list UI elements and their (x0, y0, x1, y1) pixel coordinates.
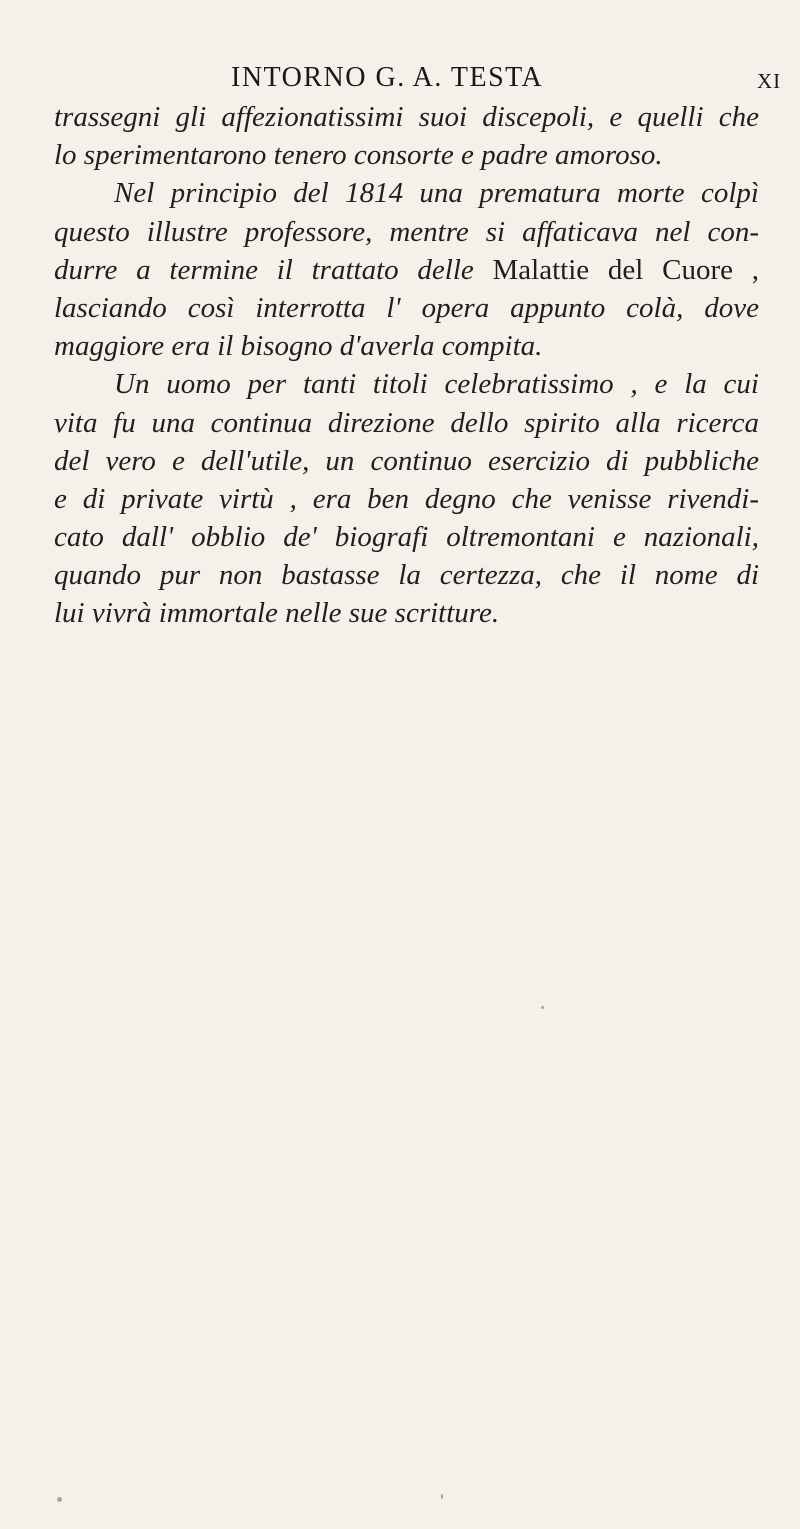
running-title: INTORNO G. A. TESTA (231, 62, 544, 93)
text-line: quando pur non bastasse la certezza, che il nome di (54, 559, 759, 592)
text-line: Un uomo per tanti titoli celebratissimo , e la cui (114, 368, 759, 401)
text-line: vita fu una continua direzione dello spirito alla ricerca (54, 406, 759, 439)
text-line: maggiore era il bisogno d'averla compita. (54, 330, 543, 363)
text-line: trassegni gli affezionatissimi suoi discepoli, e quelli che (54, 101, 759, 133)
paper-speck (541, 1006, 544, 1009)
running-head (0, 62, 800, 102)
text-line: lasciando così interrotta l' opera appunto colà, dove (54, 291, 759, 324)
text-line: cato dall' obblio de' biografi oltremontani e nazionali, (54, 521, 759, 554)
text-line: del vero e dell'utile, un continuo esercizio di pubbliche (54, 444, 759, 477)
work-title: Malattie del Cuore (492, 253, 733, 286)
text-line: lui vivrà immortale nelle sue scritture. (54, 597, 500, 630)
text-line: lo sperimentarono tenero consorte e padre amoroso. (54, 139, 663, 172)
paper-speck (441, 1494, 443, 1499)
text-line: Nel principio del 1814 una prematura morte colpì (114, 177, 759, 210)
page-number: XI (757, 69, 782, 93)
text-run: , (751, 253, 759, 286)
text-line: e di private virtù , era ben degno che venisse rivendi- (54, 482, 759, 515)
text-run: durre a termine il trattato delle (54, 253, 474, 286)
body-text (54, 98, 759, 633)
text-line: questo illustre professore, mentre si affaticava nel con- (54, 215, 759, 248)
text-line (54, 251, 759, 289)
paper-speck (57, 1497, 62, 1502)
